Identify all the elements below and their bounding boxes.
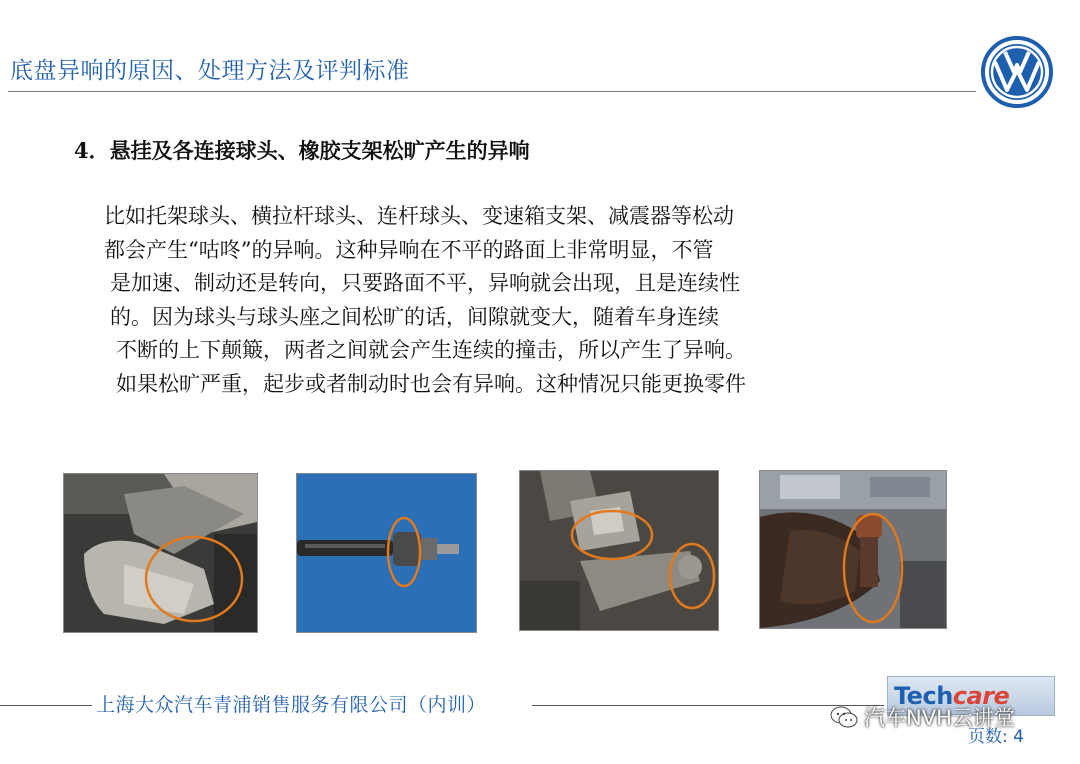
paragraph-line: 是加速、制动还是转向，只要路面不平，异响就会出现，且是连续性 bbox=[110, 271, 740, 295]
techcare-tech-text: Tech bbox=[894, 682, 953, 710]
paragraph-line: 如果松旷严重，起步或者制动时也会有异响。这种情况只能更换零件 bbox=[116, 371, 746, 396]
paragraph-line: 的。因为球头与球头座之间松旷的话，间隙就变大，随着车身连续 bbox=[110, 304, 719, 329]
paragraph-line: 都会产生“咕咚”的异响。这种异响在不平的路面上非常明显，不管 bbox=[104, 237, 714, 262]
header-title: 底盘异响的原因、处理方法及评判标准 bbox=[10, 58, 410, 84]
control-arm-ball-joint-photo bbox=[759, 470, 947, 629]
header-divider bbox=[8, 91, 976, 92]
subframe-ball-joint-photo bbox=[63, 473, 258, 633]
volkswagen-logo bbox=[981, 36, 1053, 108]
watermark-text: 汽车NVH云讲堂 bbox=[864, 706, 1015, 730]
page-number: 页数: 4 bbox=[968, 727, 1024, 747]
footer-company: 上海大众汽车青浦销售服务有限公司（内训） bbox=[96, 694, 487, 716]
footer-line-left bbox=[0, 705, 92, 706]
watermark bbox=[830, 702, 1015, 732]
strut-and-link-photo bbox=[519, 470, 719, 631]
paragraph-line: 不断的上下颠簸，两者之间就会产生连续的撞击，所以产生了异响。 bbox=[116, 338, 746, 362]
section-heading: 4．悬挂及各连接球头、橡胶支架松旷产生的异响 bbox=[74, 138, 530, 163]
body-paragraph bbox=[104, 200, 864, 401]
tie-rod-ball-joint-photo bbox=[296, 473, 477, 633]
paragraph-line: 比如托架球头、横拉杆球头、连杆球头、变速箱支架、减震器等松动 bbox=[104, 204, 734, 228]
techcare-care-text: care bbox=[952, 682, 1010, 710]
wechat-icon bbox=[830, 705, 858, 729]
